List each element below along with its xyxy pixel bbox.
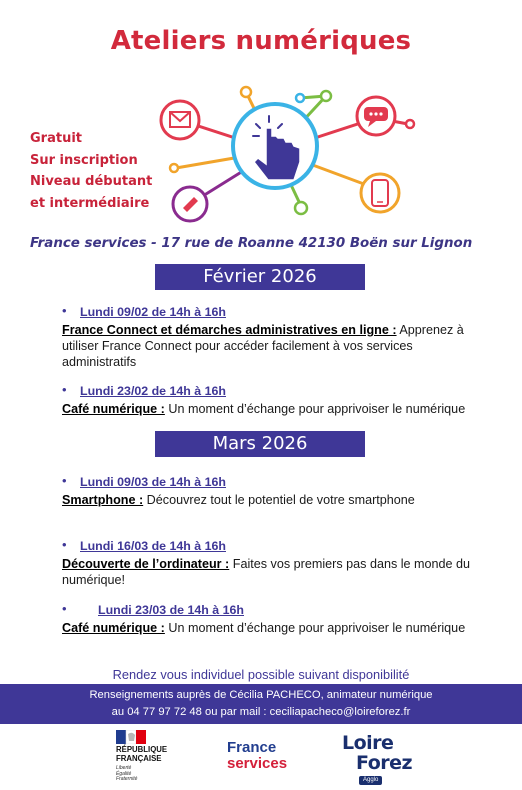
rf-motto-line: Liberté [116, 765, 132, 771]
event-description: Faites vos premiers pas dans le monde du numérique! [62, 557, 471, 587]
poster-title: Ateliers numériques [110, 26, 412, 56]
bullet-icon: • [62, 601, 67, 616]
contact-bar [0, 684, 522, 724]
event-topic: Café numérique : [62, 402, 165, 416]
month-banner-february: Février 2026 [155, 264, 365, 290]
loire-forez-line: Forez [356, 752, 413, 774]
france-services-line: France [227, 739, 277, 756]
speech-sound-icon [173, 187, 207, 221]
event-date: Lundi 23/02 de 14h à 16h [80, 384, 226, 398]
marianne-icon [116, 730, 146, 744]
event-item [62, 474, 482, 508]
perk-item: et intermédiaire [30, 195, 150, 211]
event-description: Un moment d’échange pour apprivoiser le numérique [164, 621, 466, 635]
chat-bubble-icon [357, 97, 395, 135]
smartphone-icon [361, 174, 399, 212]
france-services-line: services [227, 755, 288, 772]
event-item [62, 383, 482, 417]
contact-line: Renseignements auprès de Cécilia PACHECO, animateur numérique [89, 689, 433, 701]
event-topic: Café numérique : [62, 621, 165, 635]
contact-line: au 04 77 97 72 48 ou par mail : ceciliapacheco@loireforez.fr [111, 706, 411, 718]
appointment-note: Rendez vous individuel possible suivant disponibilité [112, 667, 410, 682]
venue-address: France services - 17 rue de Roanne 42130 Boën sur Lignon [30, 236, 473, 251]
bullet-icon: • [62, 473, 67, 488]
perk-item: Gratuit [30, 131, 82, 146]
event-description: Apprenez à utiliser France Connect pour accéder facilement à vos services administratifs [62, 323, 464, 369]
event-date: Lundi 23/03 de 14h à 16h [98, 603, 244, 617]
event-item [62, 602, 482, 636]
event-description: Un moment d’échange pour apprivoiser le numérique [164, 402, 466, 416]
event-date: Lundi 09/02 de 14h à 16h [80, 305, 226, 319]
event-date: Lundi 16/03 de 14h à 16h [80, 539, 226, 553]
bullet-icon: • [62, 537, 67, 552]
event-topic: France Connect et démarches administratives en ligne : [62, 323, 397, 337]
rf-name-line: RÉPUBLIQUE [116, 745, 168, 754]
event-topic: Découverte de l’ordinateur : [62, 557, 230, 571]
event-description: Découvrez tout le potentiel de votre smartphone [143, 493, 415, 507]
digital-network-illustration [150, 76, 420, 226]
bullet-icon: • [62, 382, 67, 397]
rf-motto-line: Égalité [116, 770, 132, 777]
loire-forez-line: Loire [342, 732, 394, 754]
rf-motto-line: Fraternité [116, 776, 138, 783]
envelope-icon [161, 101, 199, 139]
loire-forez-tag: Agglo [359, 776, 382, 785]
rf-name-line: FRANÇAISE [116, 753, 162, 763]
event-item [62, 538, 482, 588]
month-banner-march: Mars 2026 [155, 431, 365, 457]
event-item [62, 304, 482, 370]
event-topic: Smartphone : [62, 493, 144, 507]
perk-item: Niveau débutant [30, 174, 153, 189]
loire-forez-logo [340, 732, 430, 788]
event-date: Lundi 09/03 de 14h à 16h [80, 475, 226, 489]
perks-list [30, 128, 152, 214]
france-services-logo [227, 740, 287, 772]
bullet-icon: • [62, 303, 67, 318]
perk-item: Sur inscription [30, 152, 138, 168]
republique-francaise-logo [116, 730, 196, 788]
